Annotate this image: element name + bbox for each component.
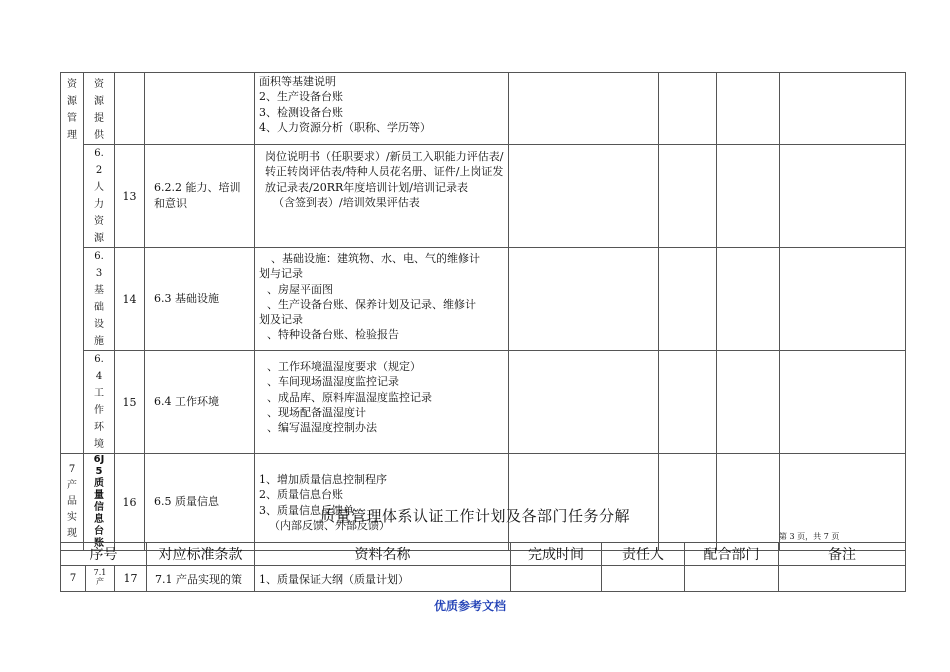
doc-line: 2、质量信息台账: [259, 488, 343, 502]
doc-line: 面积等基建说明: [259, 75, 336, 88]
table-row: [61, 145, 906, 248]
doc-list: [255, 351, 509, 454]
doc-line: 、生产设备台账、保养计划及记录、维修计: [267, 297, 476, 311]
subsection-label: 7.1 产: [93, 568, 107, 586]
column-header: 备注: [779, 543, 906, 566]
table-row: [61, 566, 906, 592]
column-header: 配合部门: [685, 543, 779, 566]
group-label: 7产品实现: [67, 464, 77, 539]
doc-cell: 1、质量保证大纲（质量计划）: [255, 566, 511, 592]
clause-cell: [145, 73, 255, 145]
subsection-label: 资源提供: [94, 79, 104, 141]
group-cell: 7: [61, 566, 86, 592]
document-title: 质量管理体系认证工作计划及各部门任务分解: [319, 507, 630, 525]
seq-cell: 16: [115, 454, 145, 551]
doc-line: 1、增加质量信息控制程序: [259, 473, 387, 486]
column-header: 完成时间: [511, 543, 602, 566]
doc-line: 岗位说明书（任职要求）/新员工入职能力评估表/转正转岗评估表/特种人员花名册、证件/上岗证发放记录表/20RR年度培训计划/培训记录表: [265, 150, 504, 194]
resource-management-table: [60, 72, 906, 551]
doc-list: [255, 145, 509, 248]
doc-line: 、特种设备台账、检验报告: [267, 328, 399, 342]
doc-line: 、车间现场温湿度监控记录: [267, 375, 399, 389]
group-label: 资源管理: [67, 79, 77, 141]
subsection-label: 6.4工作环境: [94, 354, 104, 450]
clause-cell: 6.4 工作环境: [145, 351, 255, 454]
seq-cell: 14: [115, 248, 145, 351]
footer-watermark: 优质参考文档: [433, 599, 506, 613]
seq-cell: 15: [115, 351, 145, 454]
doc-line: 3、检测设备台账: [259, 105, 343, 119]
doc-line: 、编写温湿度控制办法: [267, 421, 377, 435]
doc-line: 3、质量信息反馈单: [259, 503, 354, 517]
column-header: 资料名称: [255, 543, 511, 566]
clause-cell: 6.2.2 能力、培训和意识: [145, 145, 255, 248]
subsection-label: 6.2人力资源: [94, 148, 104, 244]
column-header: 责任人: [602, 543, 685, 566]
page-number: 第 3 页，共 7 页: [779, 532, 840, 541]
doc-line: 2、生产设备台账: [259, 90, 343, 104]
header-row: [61, 543, 906, 566]
table-row: [61, 73, 906, 145]
doc-line: 、房屋平面图: [267, 282, 333, 296]
doc-line: 划与记录: [259, 267, 303, 281]
column-header: 对应标准条款: [147, 543, 255, 566]
doc-line: 、工作环境温湿度要求（规定）: [267, 360, 421, 373]
task-breakdown-table: [60, 542, 906, 592]
seq-cell: 13: [115, 145, 145, 248]
doc-line: （内部反馈、外部反馈）: [269, 518, 390, 532]
doc-line: 、成品库、原料库温湿度监控记录: [267, 390, 432, 404]
table-row: [61, 248, 906, 351]
doc-list: [255, 73, 509, 145]
doc-line: 4、人力资源分析（职称、学历等）: [259, 120, 431, 134]
doc-list: [255, 454, 509, 551]
doc-list: [255, 248, 509, 351]
seq-cell: 17: [115, 566, 147, 592]
doc-line: （含签到表）/培训效果评估表: [273, 195, 420, 209]
clause-cell: 6.3 基础设施: [145, 248, 255, 351]
seq-cell: [115, 73, 145, 145]
column-header: 序号: [61, 543, 147, 566]
doc-line: 、现场配备温湿度计: [267, 405, 366, 419]
subsection-label: 6J5质量信息台账: [93, 454, 105, 549]
subsection-label: 6.3基础设施: [94, 251, 104, 347]
doc-line: 划及记录: [259, 313, 303, 327]
doc-line: 、基础设施：建筑物、水、电、气的维修计: [271, 252, 480, 265]
clause-cell: 7.1 产品实现的策: [147, 566, 255, 592]
table-row: [61, 351, 906, 454]
clause-cell: 6.5 质量信息: [145, 454, 255, 551]
